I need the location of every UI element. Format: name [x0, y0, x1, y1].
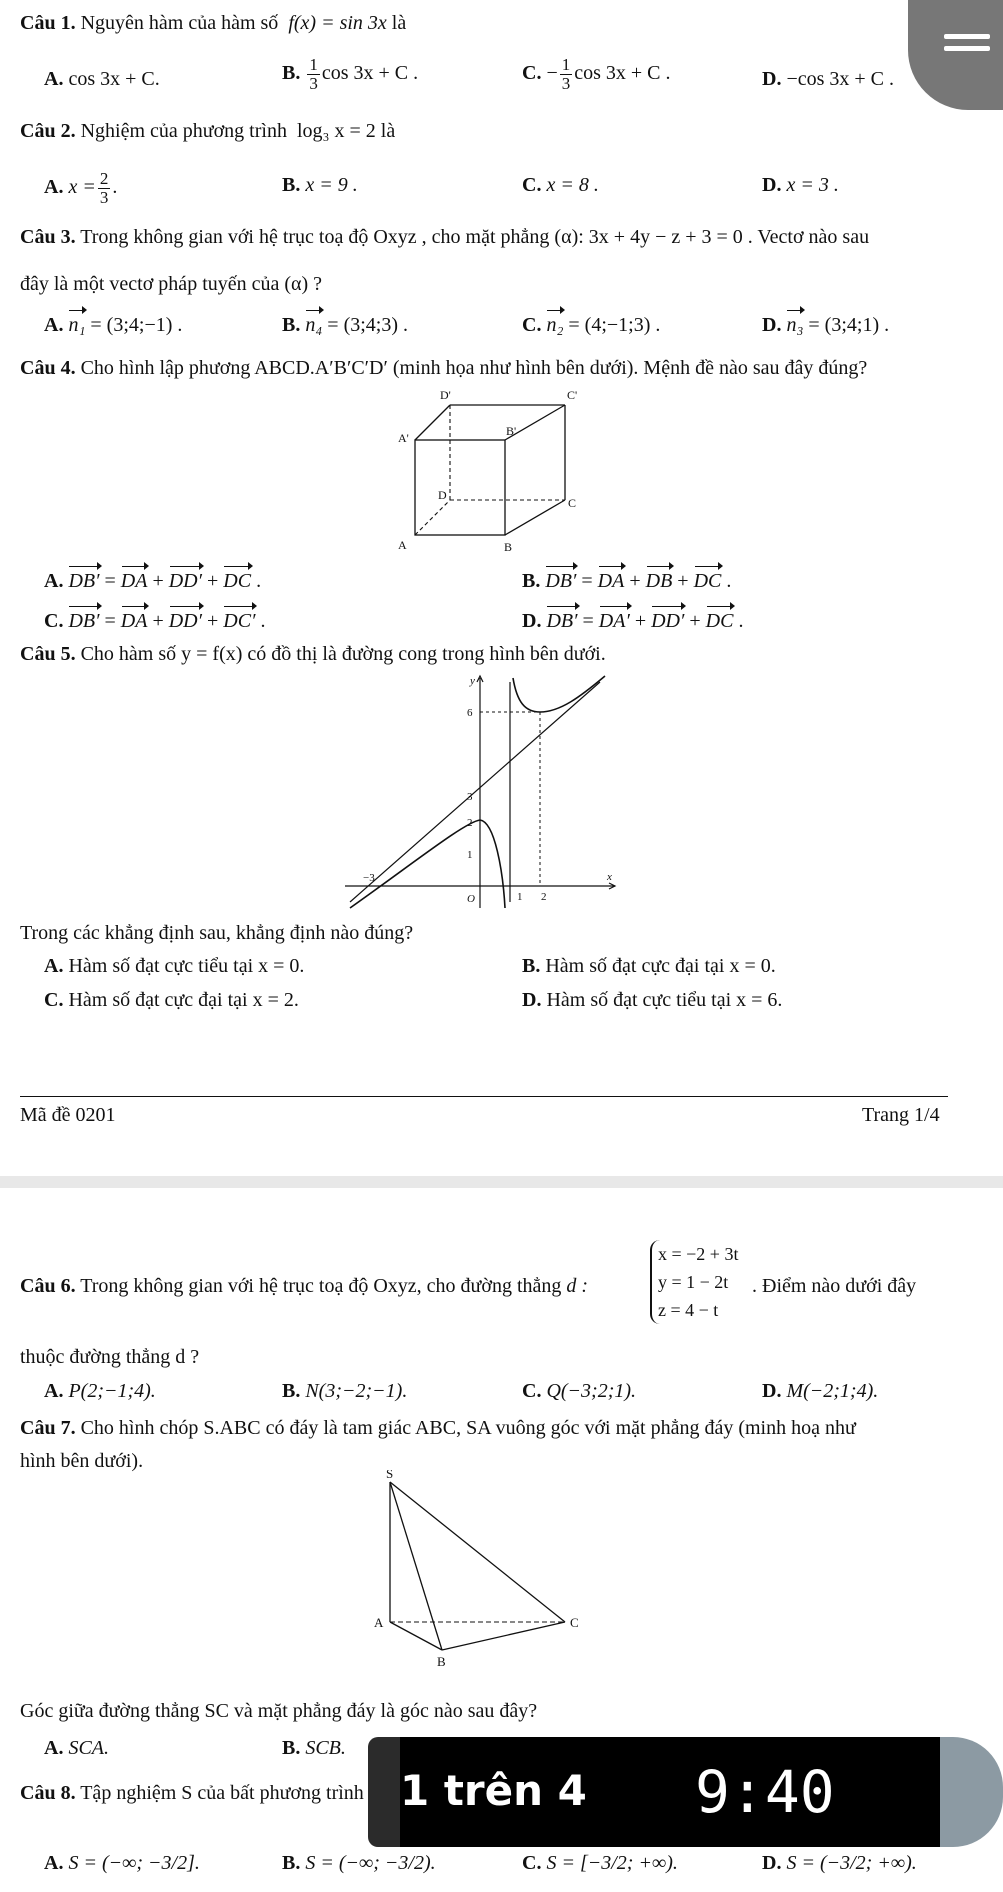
graph-label-x2: 2	[541, 891, 547, 903]
q5-option-c[interactable]: C. Hàm số đạt cực đại tại x = 2.	[44, 989, 299, 1011]
graph-label-3: 3	[467, 791, 473, 803]
graph-label-2: 2	[467, 817, 473, 829]
q1-suffix: là	[391, 12, 407, 34]
pyramid-figure	[370, 1470, 610, 1670]
q8-option-a[interactable]: A. S = (−∞; −3/2].	[44, 1852, 200, 1874]
q1-expr: f(x) = sin 3x	[288, 12, 387, 34]
q6-option-b[interactable]: B. N(3;−2;−1).	[282, 1380, 408, 1402]
footer-rule	[20, 1096, 948, 1097]
pyramid-label-s: S	[386, 1470, 394, 1481]
q8-option-c[interactable]: C. S = [−3/2; +∞).	[522, 1852, 678, 1874]
q8-stem: Câu 8. Tập nghiệm S của bất phương trình	[20, 1782, 364, 1804]
q2-option-a[interactable]: A. x = $\frac{2}{3}$ .	[44, 169, 118, 207]
page-indicator: 1 trên 4	[400, 1766, 587, 1815]
clock-time: 9:40	[695, 1758, 835, 1826]
q6-eq-x: x = −2 + 3t	[658, 1244, 739, 1264]
q6-line-system	[650, 1240, 738, 1324]
cube-label-d: D	[438, 488, 447, 502]
q6-eq-y: y = 1 − 2t	[658, 1272, 729, 1292]
q2-stem: Câu 2. Nghiệm của phương trình log₃ x = 2 là	[20, 120, 396, 142]
q1-option-a[interactable]: A. cos 3x + C.	[44, 68, 160, 90]
cube-label-d1: D'	[440, 388, 451, 402]
q2-option-b[interactable]: B. x = 9 .	[282, 174, 358, 196]
q4-option-b[interactable]: B. DB′ = DA + DB + DC .	[522, 570, 732, 592]
q6-option-c[interactable]: C. Q(−3;2;1).	[522, 1380, 637, 1402]
q5-option-d[interactable]: D. Hàm số đạt cực tiểu tại x = 6.	[522, 989, 783, 1011]
q6-option-a[interactable]: A. P(2;−1;4).	[44, 1380, 156, 1402]
q1-label: Câu 1.	[20, 12, 76, 34]
q8-option-d[interactable]: D. S = (−3/2; +∞).	[762, 1852, 917, 1874]
menu-icon-bar	[944, 46, 990, 51]
graph-label-x: x	[607, 871, 612, 883]
q3-option-a[interactable]: A. n₁ = (3;4;−1) .	[44, 314, 183, 336]
q1-option-d[interactable]: D. −cos 3x + C .	[762, 68, 895, 90]
right-branch	[513, 676, 605, 712]
function-graph	[345, 672, 625, 912]
graph-label-1: 1	[467, 849, 473, 861]
page-separator	[0, 1176, 1003, 1188]
graph-label-y: y	[470, 675, 475, 687]
q3-stem-line1: Câu 3. Trong không gian với hệ trục toạ độ Oxyz , cho mặt phẳng (α): 3x + 4y − z + 3 = 0 . Vectơ nào sau	[20, 226, 870, 248]
q7-stem-line2: hình bên dưới).	[20, 1450, 144, 1472]
q1-text: Nguyên hàm của hàm số	[80, 12, 279, 34]
q5-question: Trong các khẳng định sau, khẳng định nào đúng?	[20, 922, 414, 944]
cube-label-c1: C'	[567, 388, 578, 402]
q8-option-b[interactable]: B. S = (−∞; −3/2).	[282, 1852, 436, 1874]
pyramid-label-b: B	[437, 1654, 446, 1669]
q1-option-b[interactable]: B. $\frac{1}{3}$ cos 3x + C .	[282, 55, 419, 93]
q6-eq-z: z = 4 − t	[658, 1300, 719, 1320]
q6-option-d[interactable]: D. M(−2;1;4).	[762, 1380, 879, 1402]
graph-label-o: O	[467, 893, 475, 905]
q7-option-a[interactable]: A. SCA.	[44, 1737, 110, 1759]
q7-question: Góc giữa đường thẳng SC và mặt phẳng đáy là góc nào sau đây?	[20, 1700, 538, 1722]
cube-label-a: A	[398, 538, 407, 552]
overlay-right-pill[interactable]	[940, 1737, 1003, 1847]
q3-option-c[interactable]: C. n₂ = (4;−1;3) .	[522, 314, 661, 336]
q3-option-d[interactable]: D. n₃ = (3;4;1) .	[762, 314, 890, 336]
footer-page: Trang 1/4	[862, 1104, 940, 1126]
pyramid-label-a: A	[374, 1615, 384, 1630]
cube-label-b1: B'	[506, 424, 517, 438]
q1-stem	[20, 10, 406, 36]
q3-stem-line2: đây là một vectơ pháp tuyến của (α) ?	[20, 273, 323, 295]
cube-label-b: B	[504, 540, 513, 554]
q4-option-c[interactable]: C. DB′ = DA + DD′ + DC′ .	[44, 610, 266, 632]
q5-option-a[interactable]: A. Hàm số đạt cực tiểu tại x = 0.	[44, 955, 305, 977]
q7-stem-line1: Câu 7. Cho hình chóp S.ABC có đáy là tam giác ABC, SA vuông góc với mặt phẳng đáy (minh hoạ như	[20, 1417, 856, 1439]
q5-stem: Câu 5. Cho hàm số y = f(x) có đồ thị là đường cong trong hình bên dưới.	[20, 643, 606, 665]
q2-option-c[interactable]: C. x = 8 .	[522, 174, 599, 196]
graph-label-neg3: −3	[363, 872, 375, 884]
q7-option-b[interactable]: B. SCB.	[282, 1737, 346, 1759]
cube-label-c: C	[568, 496, 577, 510]
q4-option-d[interactable]: D. DB′ = DA′ + DD′ + DC .	[522, 610, 744, 632]
q6-line2: thuộc đường thẳng d ?	[20, 1346, 200, 1368]
graph-label-x1: 1	[517, 891, 523, 903]
pyramid-label-c: C	[570, 1615, 579, 1630]
cube-figure	[390, 385, 590, 555]
q4-option-a[interactable]: A. DB′ = DA + DD′ + DC .	[44, 570, 262, 592]
graph-label-6: 6	[467, 707, 473, 719]
menu-icon	[944, 34, 990, 39]
q6-stem: Câu 6. Trong không gian với hệ trục toạ độ Oxyz, cho đường thẳng d :	[20, 1275, 589, 1297]
q6-suffix: . Điểm nào dưới đây	[752, 1275, 917, 1297]
q3-option-b[interactable]: B. n₄ = (3;4;3) .	[282, 314, 409, 336]
menu-button[interactable]	[908, 0, 1003, 110]
q2-option-d[interactable]: D. x = 3 .	[762, 174, 839, 196]
q5-option-b[interactable]: B. Hàm số đạt cực đại tại x = 0.	[522, 955, 776, 977]
q2-expr: log₃ x = 2	[296, 120, 376, 142]
footer-code: Mã đề 0201	[20, 1104, 116, 1126]
q4-stem: Câu 4. Cho hình lập phương ABCD.A′B′C′D′ (minh họa như hình bên dưới). Mệnh đề nào sau đây đúng?	[20, 357, 868, 379]
cube-label-a1: A'	[398, 431, 409, 445]
q1-option-c[interactable]: C. − $\frac{1}{3}$ cos 3x + C .	[522, 55, 671, 93]
